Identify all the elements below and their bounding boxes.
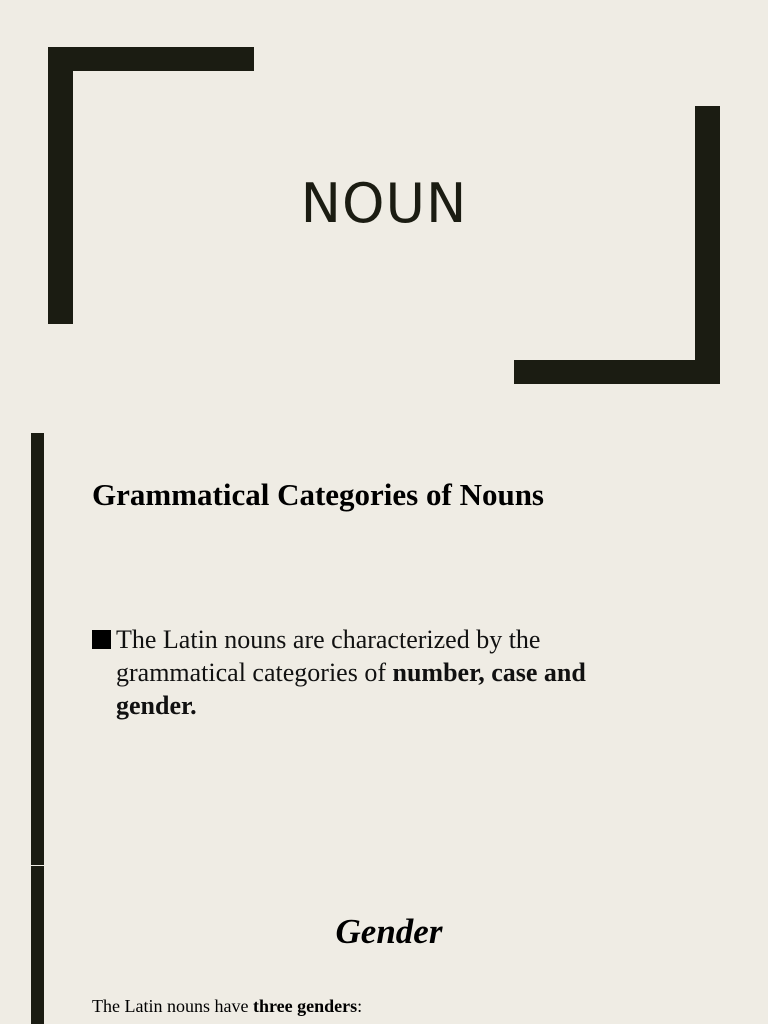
square-bullet-icon [92,630,111,649]
gender-text-plain: The Latin nouns have [92,996,253,1016]
bullet-line-2 [92,656,672,689]
bullet-item [92,623,672,722]
slide-title-text: NOUN [300,172,468,235]
bullet-text-2-bold: number, case and [392,658,586,687]
slide-heading: Grammatical Categories of Nouns [92,477,544,512]
frame-bottom-right-horizontal [514,360,720,384]
bullet-line-3: gender. [116,691,197,720]
frame-top-left-horizontal [48,47,254,71]
gender-intro-text [92,996,362,1017]
frame-bottom-right-vertical [695,106,720,384]
slide-heading: Gender [335,912,443,951]
left-accent-bar [31,433,44,865]
slide-gender [0,866,768,1024]
bullet-line-1 [92,623,672,656]
slide-title [0,0,768,432]
gender-text-tail: : [357,996,363,1016]
bullet-text-1: The Latin nouns are characterized by the [116,625,541,654]
gender-text-bold: three genders [252,996,358,1016]
slide-grammatical-categories [0,433,768,865]
bullet-text-2: grammatical categories of [116,658,393,687]
